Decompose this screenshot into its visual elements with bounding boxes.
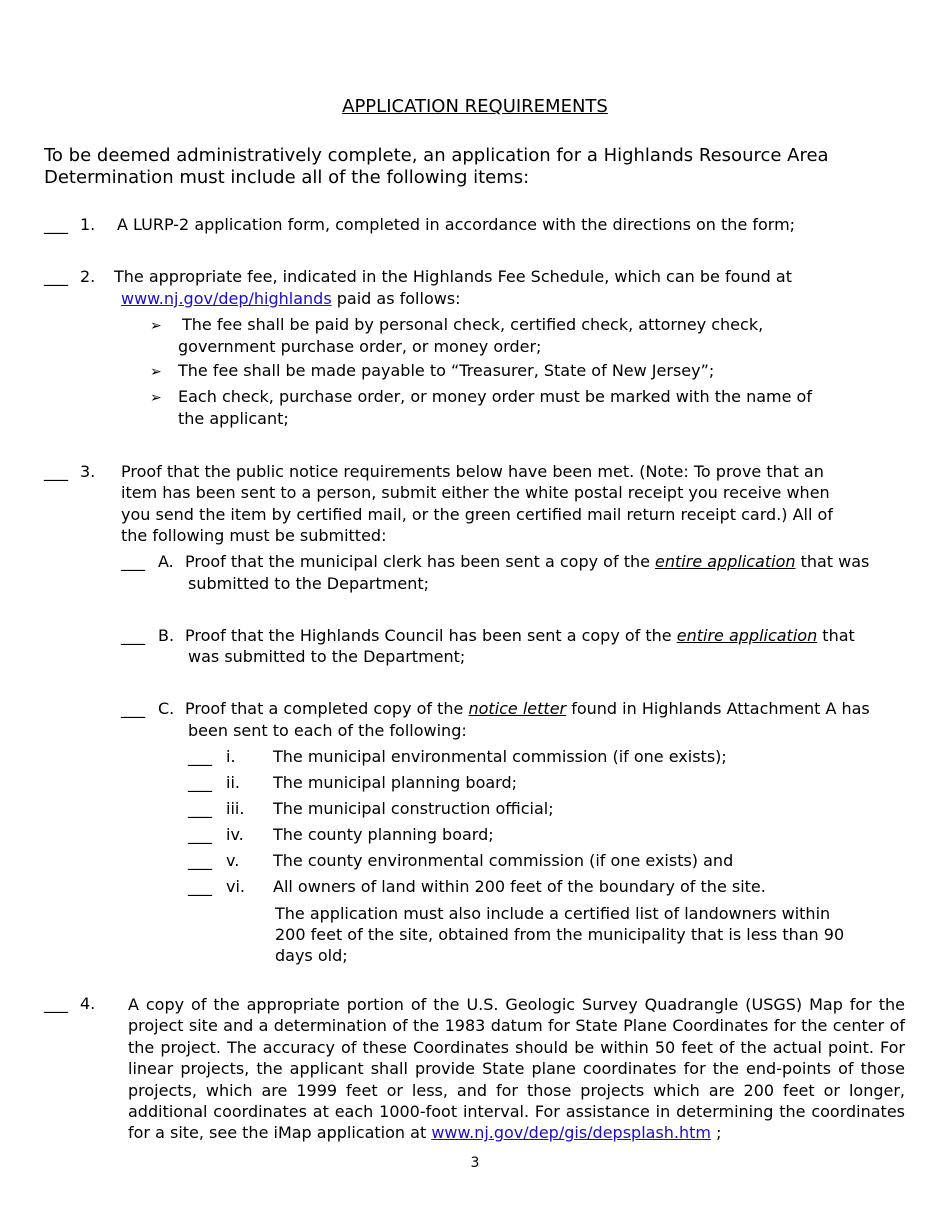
- bullet-1-line-2: government purchase order, or money order;: [178, 337, 542, 356]
- roman-numeral: i.: [226, 747, 236, 766]
- roman-numeral: ii.: [226, 773, 240, 792]
- item-4-paragraph: [128, 994, 905, 1144]
- checkbox-blank: ___: [188, 851, 212, 870]
- link-suffix: paid as follows:: [331, 289, 461, 308]
- recipient-text: The municipal planning board;: [273, 773, 517, 792]
- sub-item-text-line-2: submitted to the Department;: [188, 574, 429, 593]
- checkbox-blank: ___: [44, 267, 68, 286]
- item-number: 3.: [80, 462, 96, 481]
- checkbox-blank: ___: [188, 773, 212, 792]
- bullet-3-line-1: Each check, purchase order, or money order must be marked with the name of: [178, 387, 812, 406]
- page-number: 3: [470, 1155, 480, 1171]
- text-pre: Proof that a completed copy of the: [185, 699, 469, 718]
- bullet-3-line-2: the applicant;: [178, 409, 289, 428]
- item-text-line-4: the following must be submitted:: [121, 526, 387, 545]
- note-line-3: days old;: [275, 946, 348, 965]
- sub-item-letter: C.: [158, 699, 175, 718]
- sub-item-letter: A.: [158, 552, 174, 571]
- bullet-arrow-icon: ➢: [150, 318, 162, 334]
- recipient-text: The municipal environmental commission (if one exists);: [273, 747, 727, 766]
- checkbox-blank: ___: [121, 552, 145, 571]
- emphasis-text: notice letter: [468, 699, 567, 718]
- checkbox-blank: ___: [188, 825, 212, 844]
- sub-item-text-line-2: been sent to each of the following:: [188, 721, 467, 740]
- text-post: that was: [795, 552, 870, 571]
- recipient-text: All owners of land within 200 feet of the boundary of the site.: [273, 877, 766, 896]
- item-text-line-2: item has been sent to a person, submit either the white postal receipt you receive when: [121, 483, 830, 502]
- item-number: 1.: [80, 215, 96, 234]
- item-number: 4.: [80, 994, 96, 1013]
- checkbox-blank: ___: [44, 994, 68, 1013]
- emphasis-text: entire application: [655, 552, 796, 571]
- intro-line-1: To be deemed administratively complete, an application for a Highlands Resource Area: [44, 145, 829, 166]
- item-text: A copy of the appropriate portion of the U.S. Geologic Survey Quadrangle (USGS) Map for the project site and a determination of the 1983 datum for State Plane Coordinates for the center of the project. The accuracy of these Coordinates should be within 50 feet of the actual point. For linear projects, the applicant shall provide State plane coordinates for the end-points of those projects, which are 1999 feet or less, and for those projects which are 200 feet or longer, additional coordinates at each 1000-foot interval. For assistance in determining the coordinates for a site, see the iMap application at: [128, 995, 905, 1143]
- sub-item-text-line-1: [185, 627, 855, 645]
- item-text-line-2: [121, 290, 461, 308]
- recipient-text: The county environmental commission (if one exists) and: [273, 851, 734, 870]
- item-text-line-3: you send the item by certified mail, or the green certified mail return receipt card.) All of: [121, 505, 833, 524]
- sub-item-text-line-1: [185, 553, 869, 571]
- item-number: 2.: [80, 267, 96, 286]
- note-line-2: 200 feet of the site, obtained from the municipality that is less than 90: [275, 925, 845, 944]
- highlands-link[interactable]: www.nj.gov/dep/highlands: [121, 289, 332, 308]
- imap-link[interactable]: www.nj.gov/dep/gis/depsplash.htm: [431, 1123, 711, 1143]
- emphasis-text: entire application: [676, 626, 818, 645]
- recipient-text: The county planning board;: [273, 825, 494, 844]
- intro-line-2: Determination must include all of the following items:: [44, 167, 530, 188]
- item-text: A LURP-2 application form, completed in accordance with the directions on the form;: [117, 215, 796, 234]
- bullet-arrow-icon: ➢: [150, 390, 162, 406]
- page-title: APPLICATION REQUIREMENTS: [342, 96, 608, 117]
- checkbox-blank: ___: [188, 747, 212, 766]
- roman-numeral: v.: [226, 851, 240, 870]
- text-pre: Proof that the Highlands Council has been sent a copy of the: [185, 626, 677, 645]
- sub-item-text-line-2: was submitted to the Department;: [188, 647, 466, 666]
- checkbox-blank: ___: [44, 462, 68, 481]
- text-pre: Proof that the municipal clerk has been sent a copy of the: [185, 552, 656, 571]
- bullet-1-line-1: The fee shall be paid by personal check, certified check, attorney check,: [182, 315, 764, 334]
- roman-numeral: iii.: [226, 799, 245, 818]
- recipient-text: The municipal construction official;: [273, 799, 554, 818]
- text-post: found in Highlands Attachment A has: [566, 699, 870, 718]
- sub-item-letter: B.: [158, 626, 175, 645]
- item-text-line-1: Proof that the public notice requirements below have been met. (Note: To prove that an: [121, 462, 824, 481]
- checkbox-blank: ___: [188, 799, 212, 818]
- roman-numeral: iv.: [226, 825, 244, 844]
- link-suffix: ;: [711, 1123, 722, 1143]
- bullet-arrow-icon: ➢: [150, 364, 162, 380]
- checkbox-blank: ___: [121, 699, 145, 718]
- checkbox-blank: ___: [188, 877, 212, 896]
- note-line-1: The application must also include a certified list of landowners within: [275, 904, 831, 923]
- checkbox-blank: ___: [121, 626, 145, 645]
- text-post: that: [817, 626, 855, 645]
- roman-numeral: vi.: [226, 877, 245, 896]
- item-text-line-1: The appropriate fee, indicated in the Highlands Fee Schedule, which can be found at: [114, 267, 792, 286]
- sub-item-text-line-1: [185, 700, 870, 718]
- checkbox-blank: ___: [44, 215, 68, 234]
- bullet-2-line-1: The fee shall be made payable to “Treasurer, State of New Jersey”;: [178, 361, 715, 380]
